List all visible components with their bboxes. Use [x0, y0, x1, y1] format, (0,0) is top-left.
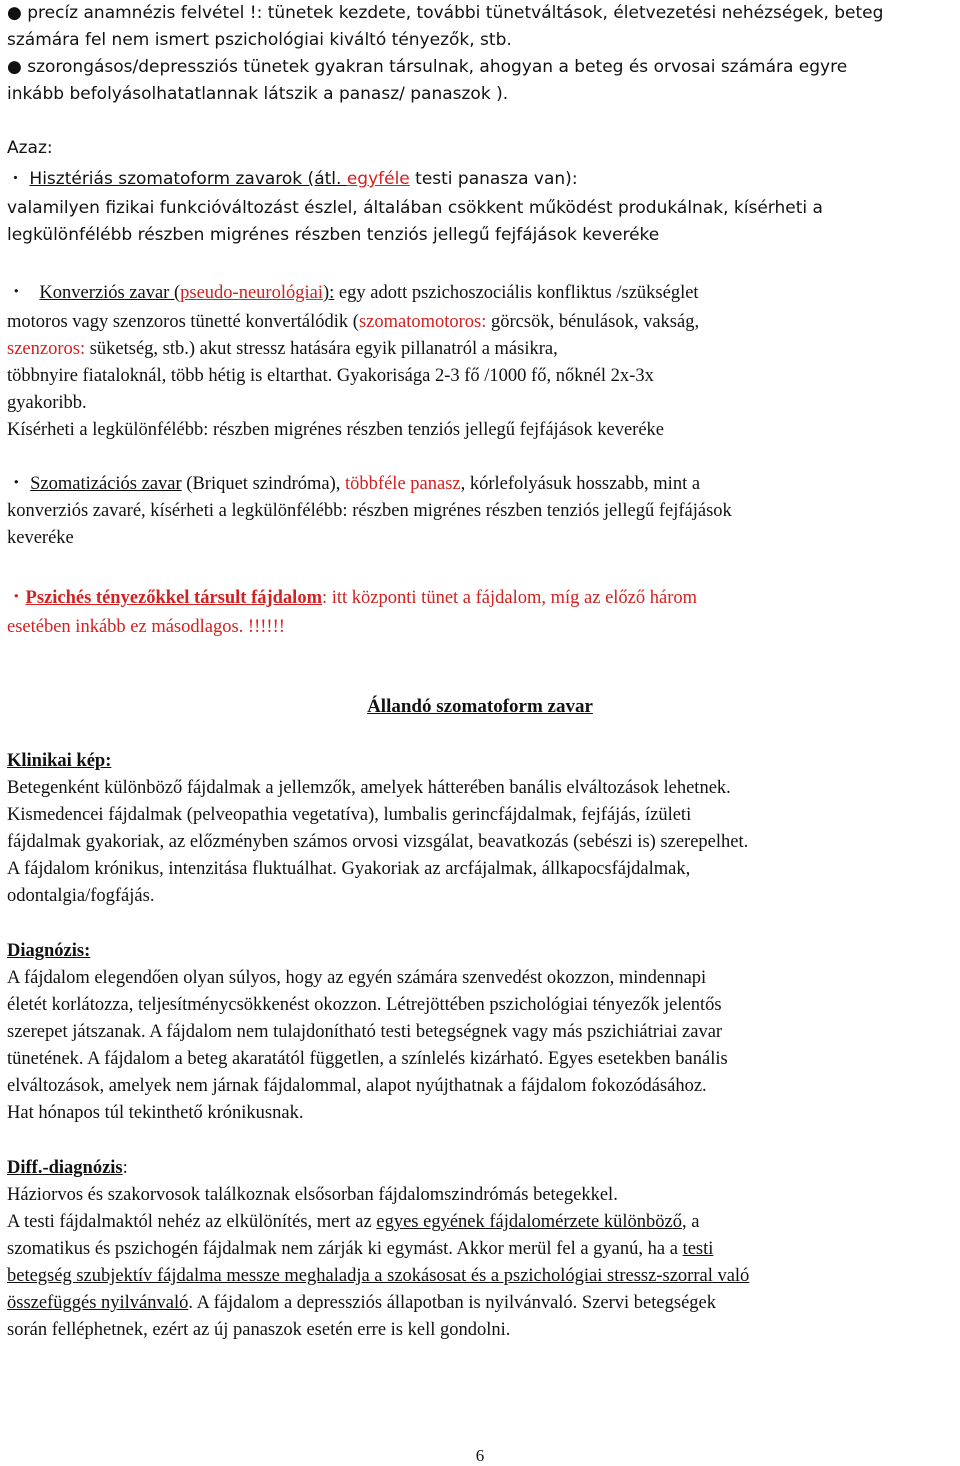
- conversion-desc-3: [7, 365, 953, 387]
- diag-line-5: elváltozások, amelyek nem járnak fájdalommal, alapot nyújthatnak a fájdalom fokozódásához.: [7, 1076, 707, 1096]
- text: (Briquet szindróma),: [181, 474, 346, 494]
- text: esetében inkább ez másodlagos. !!!!!!: [7, 617, 285, 637]
- text: ):: [322, 283, 335, 303]
- klinikai-line-5: odontalgia/fogfájás.: [7, 886, 155, 906]
- somatization-item: [7, 473, 953, 495]
- text: inkább befolyásolhatatlannak látszik a panasz/ panaszok ).: [7, 84, 509, 104]
- egyfele-word: egyféle: [346, 169, 410, 189]
- azaz-label: [7, 137, 953, 159]
- text: szomatikus és pszichogén fájdalmak nem zárják ki egymást. Akkor merül fel a gyanú, ha a: [7, 1239, 683, 1259]
- diff-line-2: [7, 1211, 953, 1233]
- conversion-title: Konverziós zavar (: [39, 283, 181, 303]
- somatization-title: Szomatizációs zavar: [30, 474, 182, 494]
- text: többnyire fiataloknál, több hétig is eltarthat. Gyakorisága 2-3 fő /1000 fő, nőknél 2x-3x: [7, 366, 654, 386]
- klinikai-line-2: Kismedencei fájdalmak (pelveopathia vegetatíva), lumbalis gerincfájdalmak, fejfájás, ízületi: [7, 805, 692, 825]
- tobbfele-panasz: többféle panasz: [345, 474, 461, 494]
- klinikai-line-3: fájdalmak gyakoriak, az előzményben számos orvosi vizsgálat, beavatkozás (sebészi is) szerepelhet.: [7, 832, 749, 852]
- diff-title-line: [7, 1157, 953, 1179]
- diag-line-1: A fájdalom elegendően olyan súlyos, hogy az egyén számára szenvedést okozzon, mindennapi: [7, 968, 707, 988]
- page-number: 6: [475, 1446, 485, 1465]
- text: gyakoribb.: [7, 393, 87, 413]
- pain-item: [7, 587, 953, 609]
- klinikai-line-4: A fájdalom krónikus, intenzitása fluktuálhat. Gyakoriak az arcfájalmak, állkapocsfájdalmak,: [7, 859, 691, 879]
- bullet-line-2-cont: [7, 83, 953, 105]
- text: keveréke: [7, 528, 74, 548]
- text: Azaz:: [7, 138, 53, 158]
- text: ● precíz anamnézis felvétel !: tünetek kezdete, további tünetváltások, életvezetési nehézségek, beteg: [7, 3, 884, 23]
- conversion-desc-5: [7, 419, 953, 441]
- text: valamilyen fizikai funkcióváltozást észlel, általában csökkent működést produkálnak, kísérheti a: [7, 198, 823, 218]
- conversion-desc-2: [7, 338, 953, 360]
- hysteric-desc-2: [7, 224, 953, 246]
- diag-title: Diagnózis:: [7, 941, 91, 961]
- diff-line-6: során felléphetnek, ezért az új panaszok esetén erre is kell gondolni.: [7, 1320, 511, 1340]
- diag-line-6: Hat hónapos túl tekinthető krónikusnak.: [7, 1103, 304, 1123]
- diff-line-5: [7, 1292, 953, 1314]
- text: A testi fájdalmaktól nehéz az elkülönítés, mert az: [7, 1212, 377, 1232]
- bullet: ・: [7, 588, 26, 608]
- pseudo-neuro: pseudo-neurológiai: [180, 283, 323, 303]
- text: összefüggés nyilvánvaló: [7, 1293, 189, 1313]
- bullet-line-2: [7, 56, 953, 78]
- text: egyes egyének fájdalomérzete különböző: [376, 1212, 682, 1232]
- text: egy adott pszichoszociális konfliktus /szükséglet: [334, 283, 699, 303]
- pain-desc: [7, 616, 953, 638]
- text: testi panasza van):: [409, 169, 578, 189]
- bullet-line-1: [7, 2, 953, 24]
- text: testi: [682, 1239, 714, 1259]
- diff-line-4: betegség szubjektív fájdalma messze meghaladja a szokásosat és a pszichológiai stressz-szorral való: [7, 1266, 750, 1286]
- hysteric-desc-1: [7, 197, 953, 219]
- bullet-line-1-cont: [7, 29, 953, 51]
- diff-line-3: [7, 1238, 953, 1260]
- diag-line-2: életét korlátozza, teljesítménycsökkenést okozzon. Létrejöttében pszichológiai tényezők jelentős: [7, 995, 722, 1015]
- klinikai-line-1: Betegenként különböző fájdalmak a jellemzők, amelyek hátterében banális elváltozások lehetnek.: [7, 778, 731, 798]
- text: legkülönfélébb részben migrénes részben tenziós jellegű fejfájások keveréke: [7, 225, 660, 245]
- text: süketség, stb.) akut stressz hatására egyik pillanatról a másikra,: [85, 339, 558, 359]
- section-heading: Állandó szomatoform zavar: [367, 696, 593, 717]
- szomatomotoros: szomatomotoros:: [358, 312, 487, 332]
- conversion-desc-4: [7, 392, 953, 414]
- text: számára fel nem ismert pszichológiai kiváltó tényezők, stb.: [7, 30, 512, 50]
- bullet: ・: [7, 474, 26, 494]
- hysteric-title: Hisztériás szomatoform zavarok (átl.: [29, 169, 347, 189]
- somatization-desc-2: [7, 527, 953, 549]
- text: Kísérheti a legkülönfélébb: részben migrénes részben tenziós jellegű fejfájások keveréke: [7, 420, 664, 440]
- bullet: ・: [7, 283, 26, 303]
- bullet: ・: [7, 169, 30, 189]
- diff-title: Diff.-diagnózis: [7, 1158, 123, 1178]
- text: :: [122, 1158, 128, 1178]
- text: , a: [682, 1212, 700, 1232]
- text: . A fájdalom a depressziós állapotban is nyilvánvaló. Szervi betegségek: [188, 1293, 716, 1313]
- diag-line-4: tünetének. A fájdalom a beteg akaratától független, a színlelés kizárható. Egyes esetekben banális: [7, 1049, 728, 1069]
- conversion-desc-1: [7, 311, 953, 333]
- text: ● szorongásos/depressziós tünetek gyakran társulnak, ahogyan a beteg és orvosai számára egyre: [7, 57, 848, 77]
- text: motoros vagy szenzoros tünetté konvertálódik (: [7, 312, 359, 332]
- klinikai-title: Klinikai kép:: [7, 751, 112, 771]
- text: görcsök, bénulások, vakság,: [486, 312, 700, 332]
- diff-line-1: Háziorvos és szakorvosok találkoznak elsősorban fájdalomszindrómás betegekkel.: [7, 1185, 618, 1205]
- text: konverziós zavaré, kísérheti a legkülönfélébb: részben migrénes részben tenziós jellegű fejfájások: [7, 501, 732, 521]
- hysteric-item: [7, 168, 953, 190]
- diag-line-3: szerepet játszanak. A fájdalom nem tulajdonítható testi betegségnek vagy más pszichiátriai zavar: [7, 1022, 723, 1042]
- pain-title: Pszichés tényezőkkel társult fájdalom: [25, 588, 322, 608]
- text: , kórlefolyásuk hosszabb, mint a: [460, 474, 701, 494]
- somatization-desc-1: [7, 500, 953, 522]
- conversion-item: [7, 282, 953, 304]
- text: : itt központi tünet a fájdalom, míg az előző három: [322, 588, 698, 608]
- szenzoros: szenzoros:: [7, 339, 86, 359]
